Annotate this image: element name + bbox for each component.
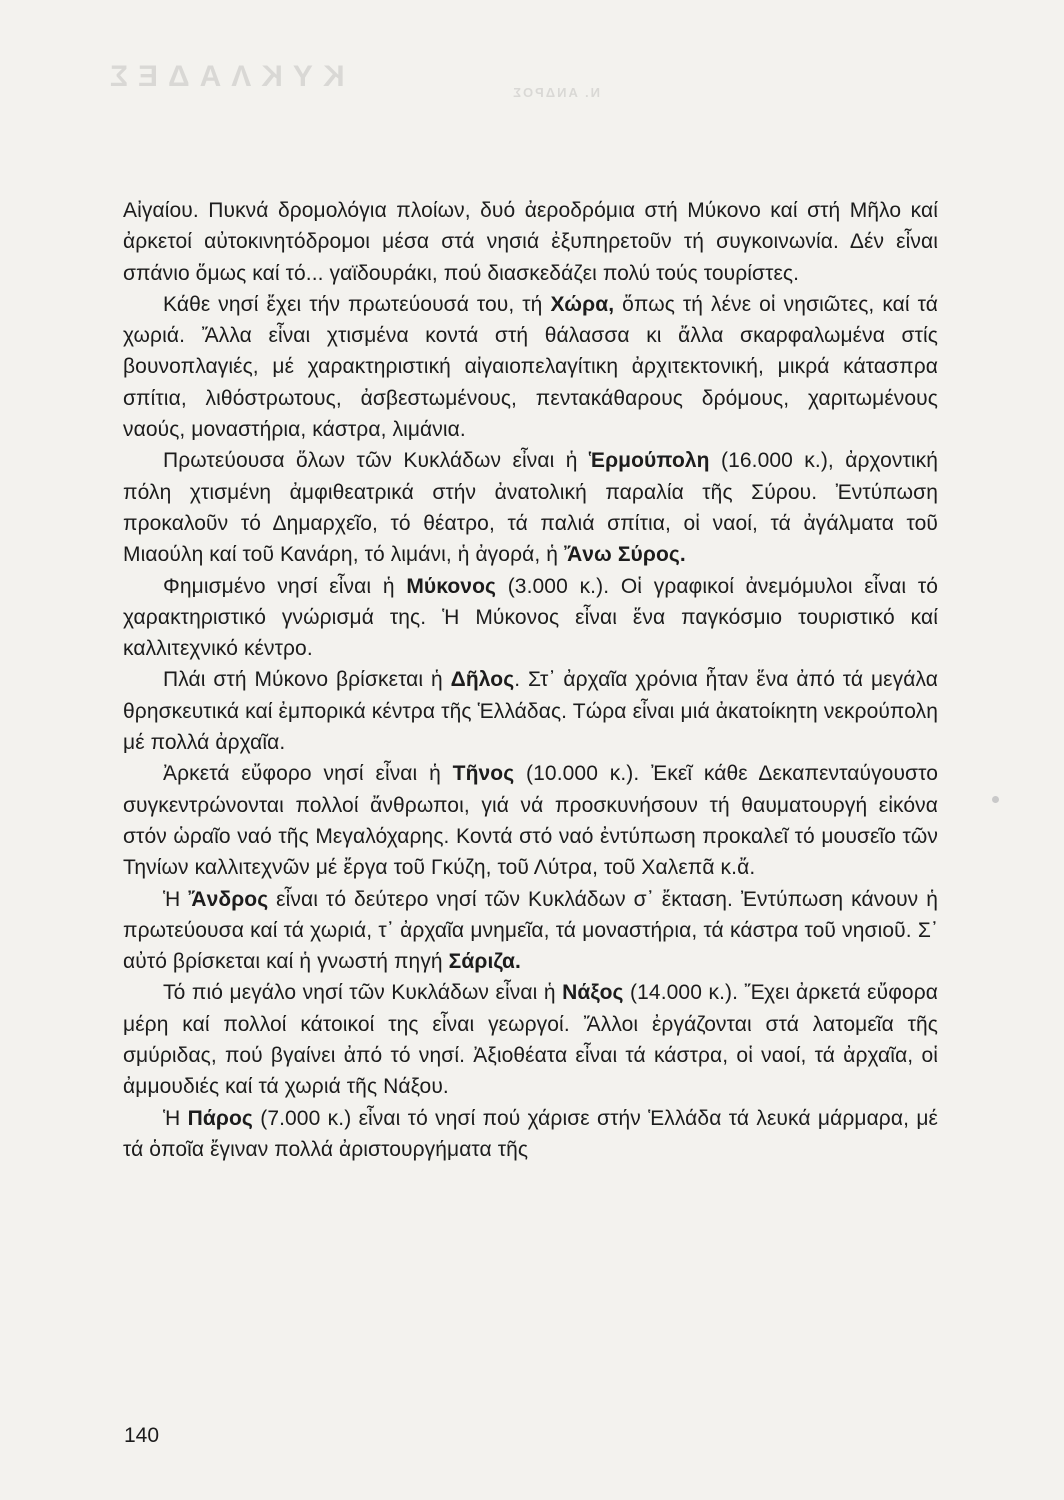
bold-term: Νάξος [562, 981, 624, 1005]
page-number: 140 [124, 1424, 160, 1447]
text-run: ὅπως τή λένε οἱ νησιῶτες, καί τά χωριά. Ἄλλα εἶναι χτισμένα κοντά στή θάλασσα κι ἄλλα σκαρφαλωμένα στίς βουνοπλαγιές, μέ χαρακτηριστική αἰγαιοπελαγίτικη ἀρχιτεκτονική, μικρά κάτασπρα σπίτια, λιθόστρωτους, ἀσβεστωμένους, πεντακάθαρους δρόμους, χαριτωμένους ναούς, μοναστήρια, κάστρα, λιμάνια. [123, 292, 938, 442]
paragraph [123, 977, 938, 1102]
speck-mark [992, 796, 999, 803]
bold-term: Πάρος [187, 1106, 253, 1130]
paragraph [123, 289, 938, 445]
bold-term: Ἄνω Σύρος. [563, 543, 686, 567]
bold-term: Τῆνος [452, 762, 515, 786]
text-run: Ἡ [163, 1106, 188, 1130]
text-run: Φημισμένο νησί εἶναι ἡ [163, 574, 407, 598]
bold-term: Ἄνδρος [188, 887, 269, 911]
text-run: (10.000 κ.). Ἐκεῖ κάθε Δεκαπενταύγουστο συγκεντρώνονται πολλοί ἄνθρωποι, γιά νά προσκυνήσουν τή θαυματουργή εἰκόνα στόν ὡραῖο ναό τῆς Μεγαλόχαρης. Κοντά στό ναό ἐντύπωση προκαλεῖ τό μουσεῖο τῶν Τηνίων καλλιτεχνῶν μέ ἔργα τοῦ Γκύζη, τοῦ Λύτρα, τοῦ Χαλεπᾶ κ.ἄ. [123, 762, 938, 880]
bold-term: Μύκονος [406, 574, 497, 598]
text-run: Αἰγαίου. Πυκνά δρομολόγια πλοίων, δυό ἀεροδρόμια στή Μύκονο καί στή Μῆλο καί ἀρκετοί αὐτοκινητόδρομοι μέσα στά νησιά ἐξυπηρετοῦν τή συγκοινωνία. Δέν εἶναι σπάνιο ὅμως καί τό... γαϊδουράκι, πού διασκεδάζει πολύ τούς τουρίστες. [123, 199, 938, 285]
text-run: Ἡ [163, 887, 189, 911]
text-run: . Στ᾽ ἀρχαῖα χρόνια ἦταν ἕνα ἀπό τά μεγάλα θρησκευτικά καί ἐμπορικά κέντρα τῆς Ἑλλάδας. Τώρα εἶναι μιά ἀκατοίκητη νεκρούπολη μέ πολλά ἀρχαῖα. [123, 668, 938, 755]
text-run: Πρωτεύουσα ὅλων τῶν Κυκλάδων εἶναι ἡ [163, 449, 589, 473]
paragraph [123, 1103, 938, 1166]
paragraph [123, 884, 938, 978]
text-run: Τό πιό μεγάλο νησί τῶν Κυκλάδων εἶναι ἡ [163, 981, 563, 1005]
text-run: (16.000 κ.), ἀρχοντική πόλη χτισμένη ἀμφιθεατρικά στήν ἀνατολική παραλία τῆς Σύρου. Ἐντύπωση προκαλοῦν τό Δημαρχεῖο, τό θέατρο, τά παλιά σπίτια, οἱ ναοί, τά ἀγάλματα τοῦ Μιαούλη καί τοῦ Κανάρη, τό λιμάνι, ἡ ἀγορά, ἡ [123, 449, 939, 567]
bold-term: Σάριζα. [448, 950, 521, 974]
text-run: (7.000 κ.) εἶναι τό νησί πού χάρισε στήν Ἑλλάδα τά λευκά μάρμαρα, μέ τά ὁποῖα ἔγιναν πολλά ἀριστουργήματα τῆς [123, 1106, 938, 1161]
show-through-label: Ν. ΑΝΔΡΟΣ [511, 85, 600, 100]
text-run: (14.000 κ.). Ἔχει ἀρκετά εὔφορα μέρη καί πολλοί κάτοικοί της εἶναι γεωργοί. Ἄλλοι ἐργάζονται στά λατομεῖα τῆς σμύριδας, πού βγαίνει ἀπό τό νησί. Ἀξιοθέατα εἶναι τά κάστρα, οἱ ναοί, τά ἀρχαῖα, οἱ ἀμμουδιές καί τά χωριά τῆς Νάξου. [123, 981, 938, 1099]
bold-term: Ἑρμούπολη [588, 449, 710, 473]
text-run: Κάθε νησί ἔχει τήν πρωτεύουσά του, τή [163, 292, 551, 316]
paragraph [123, 571, 938, 665]
paragraph [123, 445, 938, 570]
paragraph [123, 758, 938, 883]
text-run: εἶναι τό δεύτερο νησί τῶν Κυκλάδων σ᾽ ἔκταση. Ἐντύπωση κάνουν ἡ πρωτεύουσα καί τά χωριά, τ᾽ ἀρχαῖα μνημεῖα, τά μοναστήρια, τά κάστρα τοῦ νησιοῦ. Σ᾽ αὐτό βρίσκεται καί ἡ γνωστή πηγή [123, 887, 938, 974]
bold-term: Χώρα, [550, 292, 615, 316]
show-through-title: ΚΥΚΛΑΔΕΣ [100, 60, 345, 93]
text-run: Πλάι στή Μύκονο βρίσκεται ἡ [163, 668, 451, 692]
text-run: (3.000 κ.). Οἱ γραφικοί ἀνεμόμυλοι εἶναι τό χαρακτηριστικό γνώρισμά της. Ἡ Μύκονος εἶναι ἕνα παγκόσμιο τουριστικό καί καλλιτεχνικό κέντρο. [123, 574, 938, 661]
body-text [123, 195, 938, 1165]
paragraph [123, 664, 938, 758]
text-run: Ἀρκετά εὔφορο νησί εἶναι ἡ [163, 762, 453, 786]
bold-term: Δῆλος [450, 668, 515, 692]
show-through-map [80, 40, 980, 220]
paragraph [123, 195, 938, 289]
